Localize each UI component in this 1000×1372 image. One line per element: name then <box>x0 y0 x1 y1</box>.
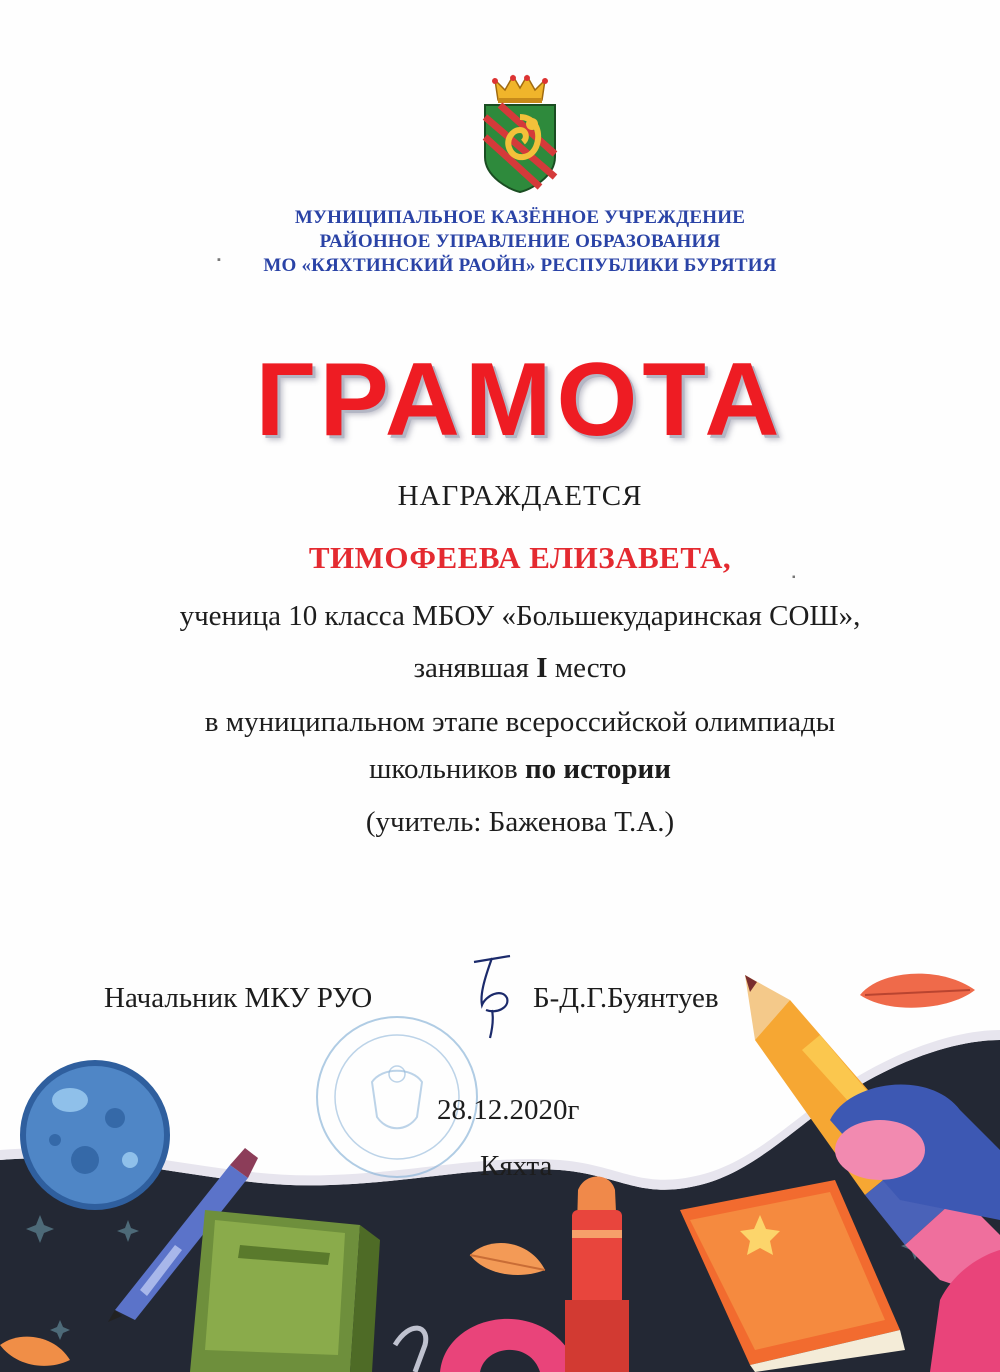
place-prefix: занявшая <box>413 652 537 684</box>
recipient-name: ТИМОФЕЕВА ЕЛИЗАВЕТА, <box>308 540 732 575</box>
place-value: I <box>536 652 548 684</box>
place-line <box>0 652 1000 685</box>
coat-of-arms-icon <box>470 72 570 194</box>
teacher-line: (учитель: Баженова Т.А.) <box>365 806 675 838</box>
org-name-line-2: РАЙОННОЕ УПРАВЛЕНИЕ ОБРАЗОВАНИЯ <box>319 231 721 252</box>
subject-value: по истории <box>524 753 671 785</box>
speck: ▪ <box>217 254 221 266</box>
certificate-title: ГРАМОТА <box>255 342 785 458</box>
org-name-line-3: МО «КЯХТИНСКИЙ РАОЙН» РЕСПУБЛИКИ БУРЯТИЯ <box>263 255 777 276</box>
signatory-name: Б-Д.Г.Буянтуев <box>533 982 719 1014</box>
moon-planet <box>23 1063 167 1207</box>
issue-city: Кяхта <box>480 1150 553 1182</box>
olympiad-line: в муниципальном этапе всероссийской олимпиады <box>204 706 836 738</box>
issue-date: 28.12.2020г <box>437 1094 580 1126</box>
awarded-label: НАГРАЖДАЕТСЯ <box>397 480 643 512</box>
org-name-line-1: МУНИЦИПАЛЬНОЕ КАЗЁННОЕ УЧРЕЖДЕНИЕ <box>294 207 746 228</box>
signatory-title: Начальник МКУ РУО <box>104 982 373 1014</box>
pupil-info: ученица 10 класса МБОУ «Большекударинская СОШ», <box>179 600 861 632</box>
subject-prefix: школьников <box>369 753 525 785</box>
handwritten-signature-icon <box>462 950 532 1040</box>
speck: ▪ <box>792 572 796 583</box>
place-suffix: место <box>547 652 627 684</box>
subject-line <box>0 753 1000 786</box>
green-book <box>190 1210 380 1372</box>
